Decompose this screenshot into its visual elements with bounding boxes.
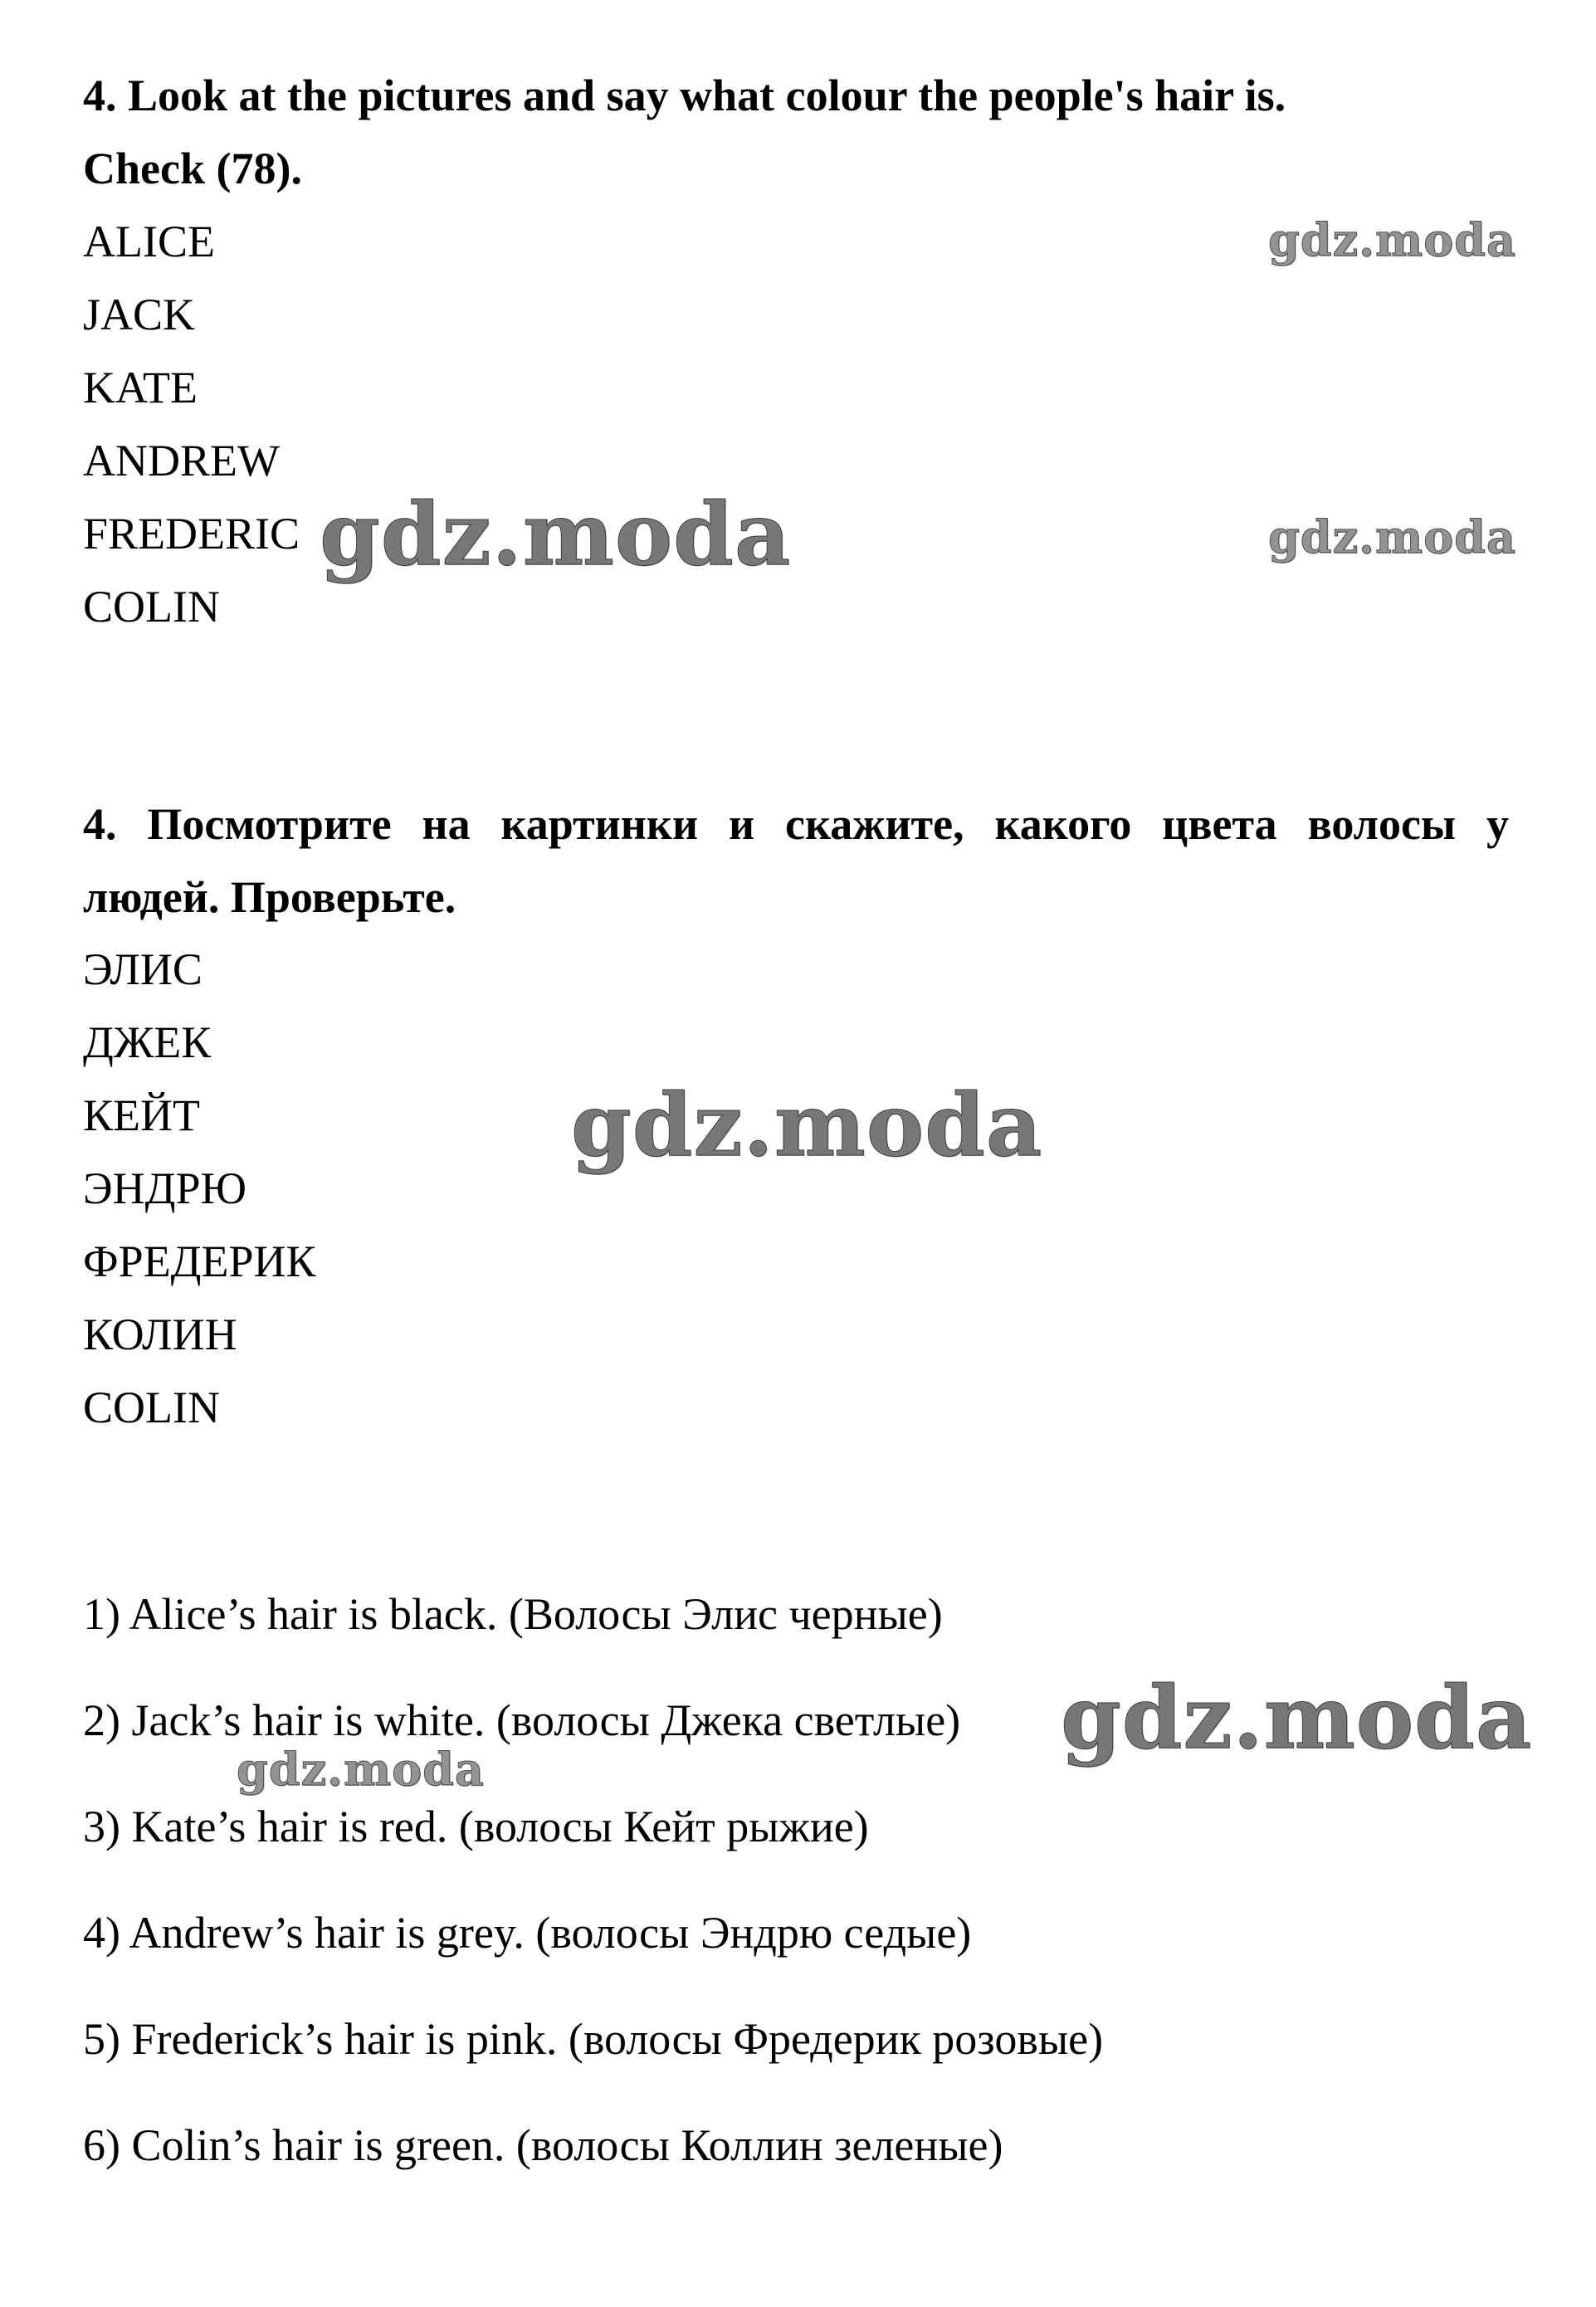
russian-task-heading-line1: 4. Посмотрите на картинки и скажите, какого цвета волосы у — [83, 799, 1509, 849]
english-task-heading-line1: 4. Look at the pictures and say what colour the people's hair is. — [83, 71, 1286, 120]
english-name-frederic: FREDERIC — [83, 509, 300, 558]
russian-name-kolin: КОЛИН — [83, 1310, 237, 1359]
watermark: gdz.moda — [571, 1074, 1043, 1176]
english-name-colin: COLIN — [83, 582, 220, 632]
russian-name-frederik: ФРЕДЕРИК — [83, 1236, 316, 1286]
answer-3: 3) Kate’s hair is red. (волосы Кейт рыжие) — [83, 1802, 869, 1851]
watermark: gdz.moda — [237, 1743, 485, 1796]
answer-5: 5) Frederick’s hair is pink. (волосы Фредерик розовые) — [83, 2014, 1104, 2064]
answer-2: 2) Jack’s hair is white. (волосы Джека светлые) — [83, 1695, 961, 1745]
english-name-kate: KATE — [83, 363, 198, 412]
watermark: gdz.moda — [1061, 1666, 1533, 1768]
answer-6: 6) Colin’s hair is green. (волосы Коллин зеленые) — [83, 2120, 1003, 2170]
watermark: gdz.moda — [320, 483, 792, 585]
watermark: gdz.moda — [1268, 213, 1516, 266]
english-name-andrew: ANDREW — [83, 436, 280, 485]
answer-4: 4) Andrew’s hair is grey. (волосы Эндрю седые) — [83, 1908, 972, 1958]
russian-name-elis: ЭЛИС — [83, 944, 203, 994]
russian-name-keit: КЕЙТ — [83, 1090, 200, 1140]
answer-1: 1) Alice’s hair is black. (Волосы Элис черные) — [83, 1589, 943, 1639]
watermark: gdz.moda — [1268, 510, 1516, 563]
english-task-heading-line2: Check (78). — [83, 144, 302, 193]
english-name-alice: ALICE — [83, 217, 215, 266]
russian-name-dzhek: ДЖЕК — [83, 1017, 212, 1067]
russian-name-colin: COLIN — [83, 1383, 220, 1432]
russian-name-endryu: ЭНДРЮ — [83, 1163, 247, 1213]
russian-task-heading-line2: людей. Проверьте. — [83, 872, 456, 922]
english-name-jack: JACK — [83, 290, 196, 339]
